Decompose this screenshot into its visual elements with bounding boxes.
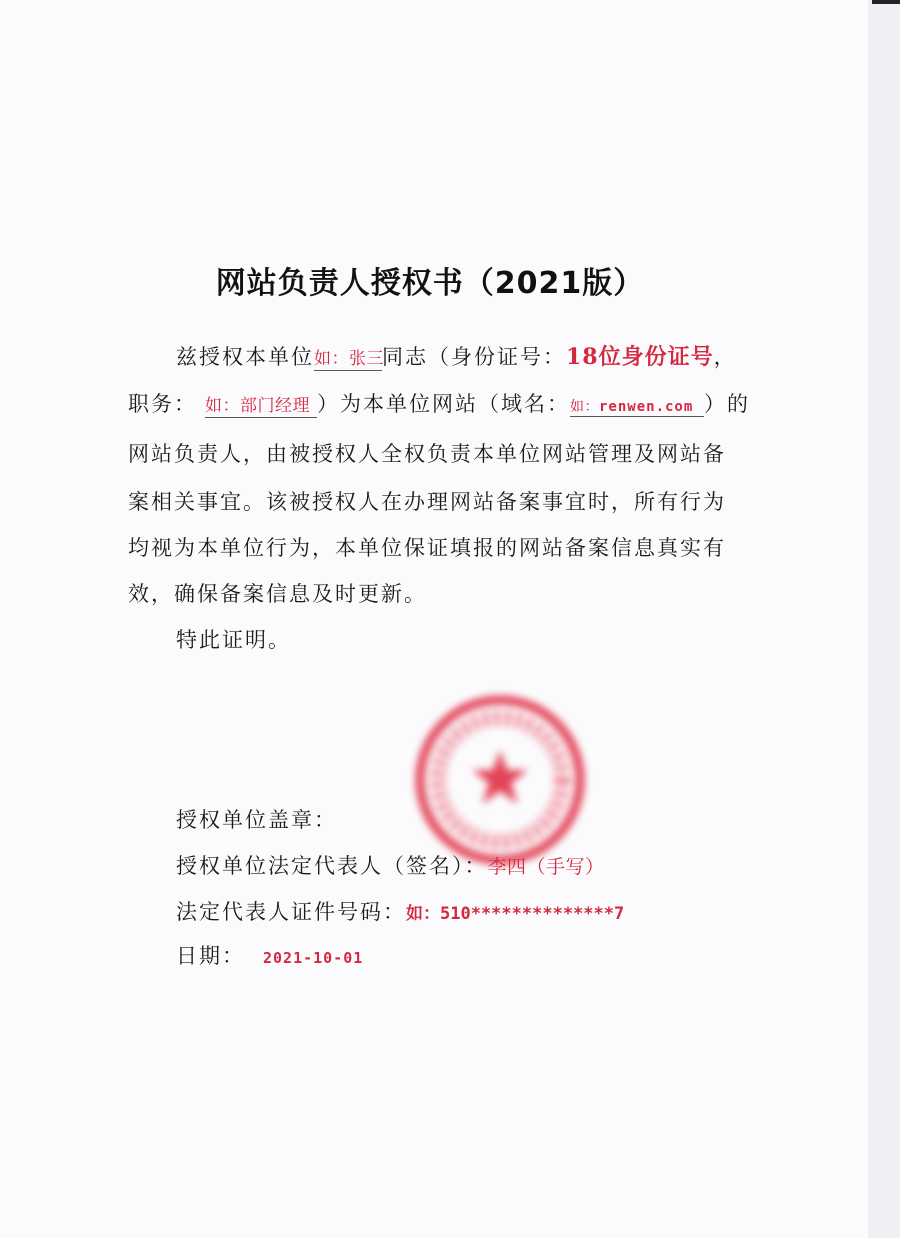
body-line-3: 网站负责人，由被授权人全权负责本单位网站管理及网站备	[128, 442, 726, 466]
id-number-field: 18位身份证号	[566, 344, 714, 370]
legal-rep-id-label: 法定代表人证件号码：	[176, 900, 406, 924]
domain-field	[570, 392, 704, 417]
date-line	[176, 940, 363, 970]
body-line-6: 效，确保备案信息及时更新。	[128, 582, 427, 606]
body-line-5: 均视为本单位行为，本单位保证填报的网站备案信息真实有	[128, 536, 726, 560]
document-title: 网站负责人授权书（2021版）	[215, 266, 645, 301]
official-seal	[410, 690, 590, 870]
date-label: 日期：	[176, 944, 245, 968]
legal-rep-signature: 李四（手写）	[487, 856, 605, 878]
body-text: ，	[713, 345, 737, 369]
date-value: 2021-10-01	[263, 949, 364, 967]
domain-prefix: 如：	[570, 399, 599, 415]
body-line-2	[128, 388, 750, 418]
legal-rep-id-value: 如：510**************7	[406, 904, 625, 924]
body-text: 同志（身份证号：	[382, 345, 566, 369]
scan-edge	[868, 0, 900, 1238]
body-line-1	[176, 340, 737, 371]
legal-rep-label: 授权单位法定代表人（签名）：	[176, 854, 488, 878]
legal-rep-id-line	[176, 896, 624, 926]
body-line-4: 案相关事宜。该被授权人在办理网站备案事宜时，所有行为	[128, 490, 726, 514]
body-text: 兹授权本单位	[176, 345, 314, 369]
domain-value: renwen.com	[599, 399, 694, 415]
name-field: 如：张三	[314, 349, 384, 369]
body-text: ）为本单位网站（域名：	[317, 392, 570, 416]
legal-rep-line	[176, 850, 605, 880]
seal-star-icon	[472, 750, 528, 804]
scan-corner-mark	[872, 0, 900, 4]
seal-label: 授权单位盖章：	[176, 808, 337, 832]
position-field: 如：部门经理	[205, 397, 317, 418]
body-text: ）的	[704, 392, 750, 416]
closing-text: 特此证明。	[176, 628, 291, 652]
body-text: 职务：	[128, 392, 197, 416]
